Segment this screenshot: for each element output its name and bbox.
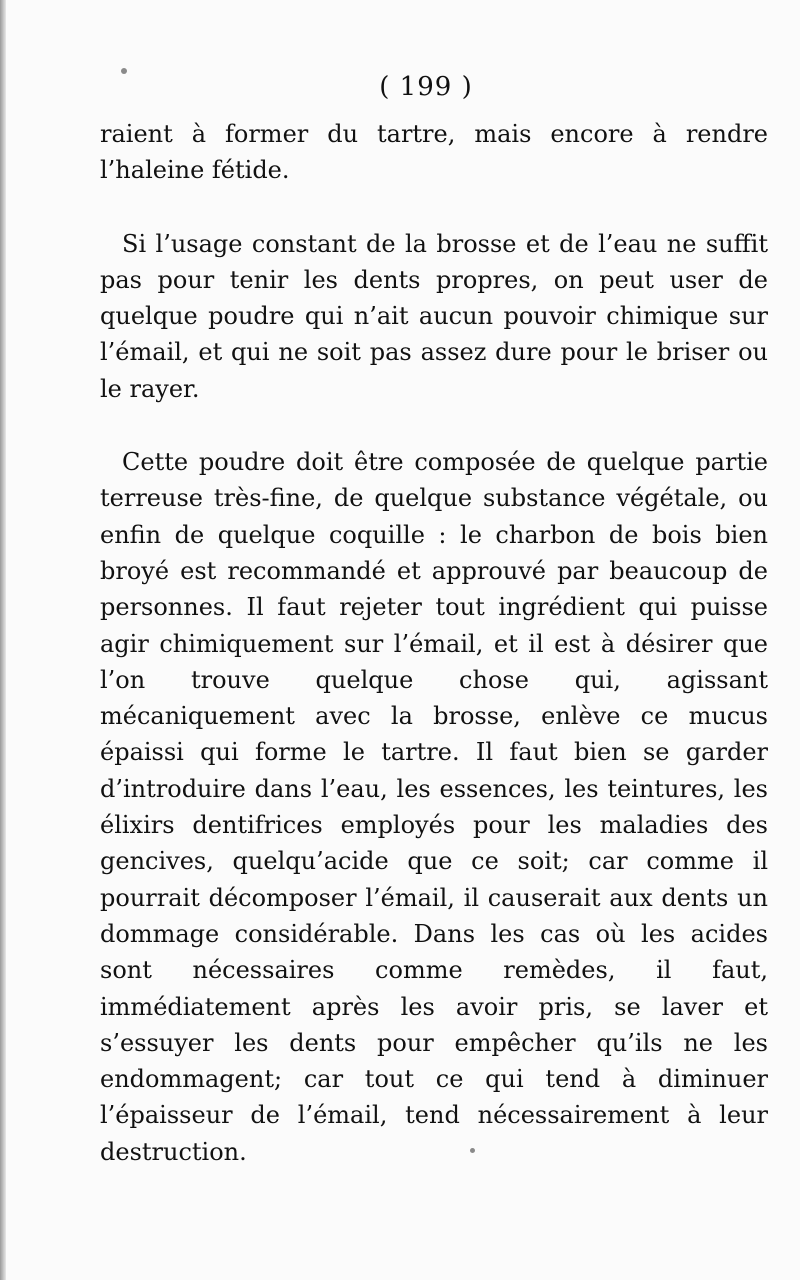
paragraph-brush-and-water: Si l’usage constant de la brosse et de l’eau ne suffit pas pour tenir les dents propres, on peut user de quelque poudre qui n’ait aucun pouvoir chimique sur l’émail, et qui ne soit pas assez dure pour le briser ou le rayer. [100,229,768,403]
page-edge-shadow [0,0,6,1280]
paragraph-tooth-powder: Cette poudre doit être composée de quelque partie terreuse très-fine, de quelque substance végétale, ou enfin de quelque coquille : le charbon de bois bien broyé est recommandé et approuvé par beaucoup de personnes. Il faut rejeter tout ingrédient qui puisse agir chimiquement sur l’émail, et il est à désirer que l’on trouve quelque chose qui, agissant mécaniquement avec la brosse, enlève ce mucus épaissi qui forme le tartre. Il faut bien se garder d’introduire dans l’eau, les essences, les teintures, les élixirs dentifrices employés pour les maladies des gencives, quelqu’acide que ce soit; car comme il pourrait décomposer l’émail, il causerait aux dents un dommage considérable. Dans les cas où les acides sont nécessaires comme remèdes, il faut, immédiatement après les avoir pris, se laver et s’essuyer les dents pour empêcher qu’ils ne les endommagent; car tout ce qui tend à diminuer l’épaisseur de l’émail, tend nécessairement à leur destruction. [100,448,768,1166]
page-number: ( 199 ) [379,72,473,102]
paragraph-continuation: raient à former du tartre, mais encore à rendre l’haleine fétide. [100,120,768,185]
page-body-text [100,116,768,1170]
